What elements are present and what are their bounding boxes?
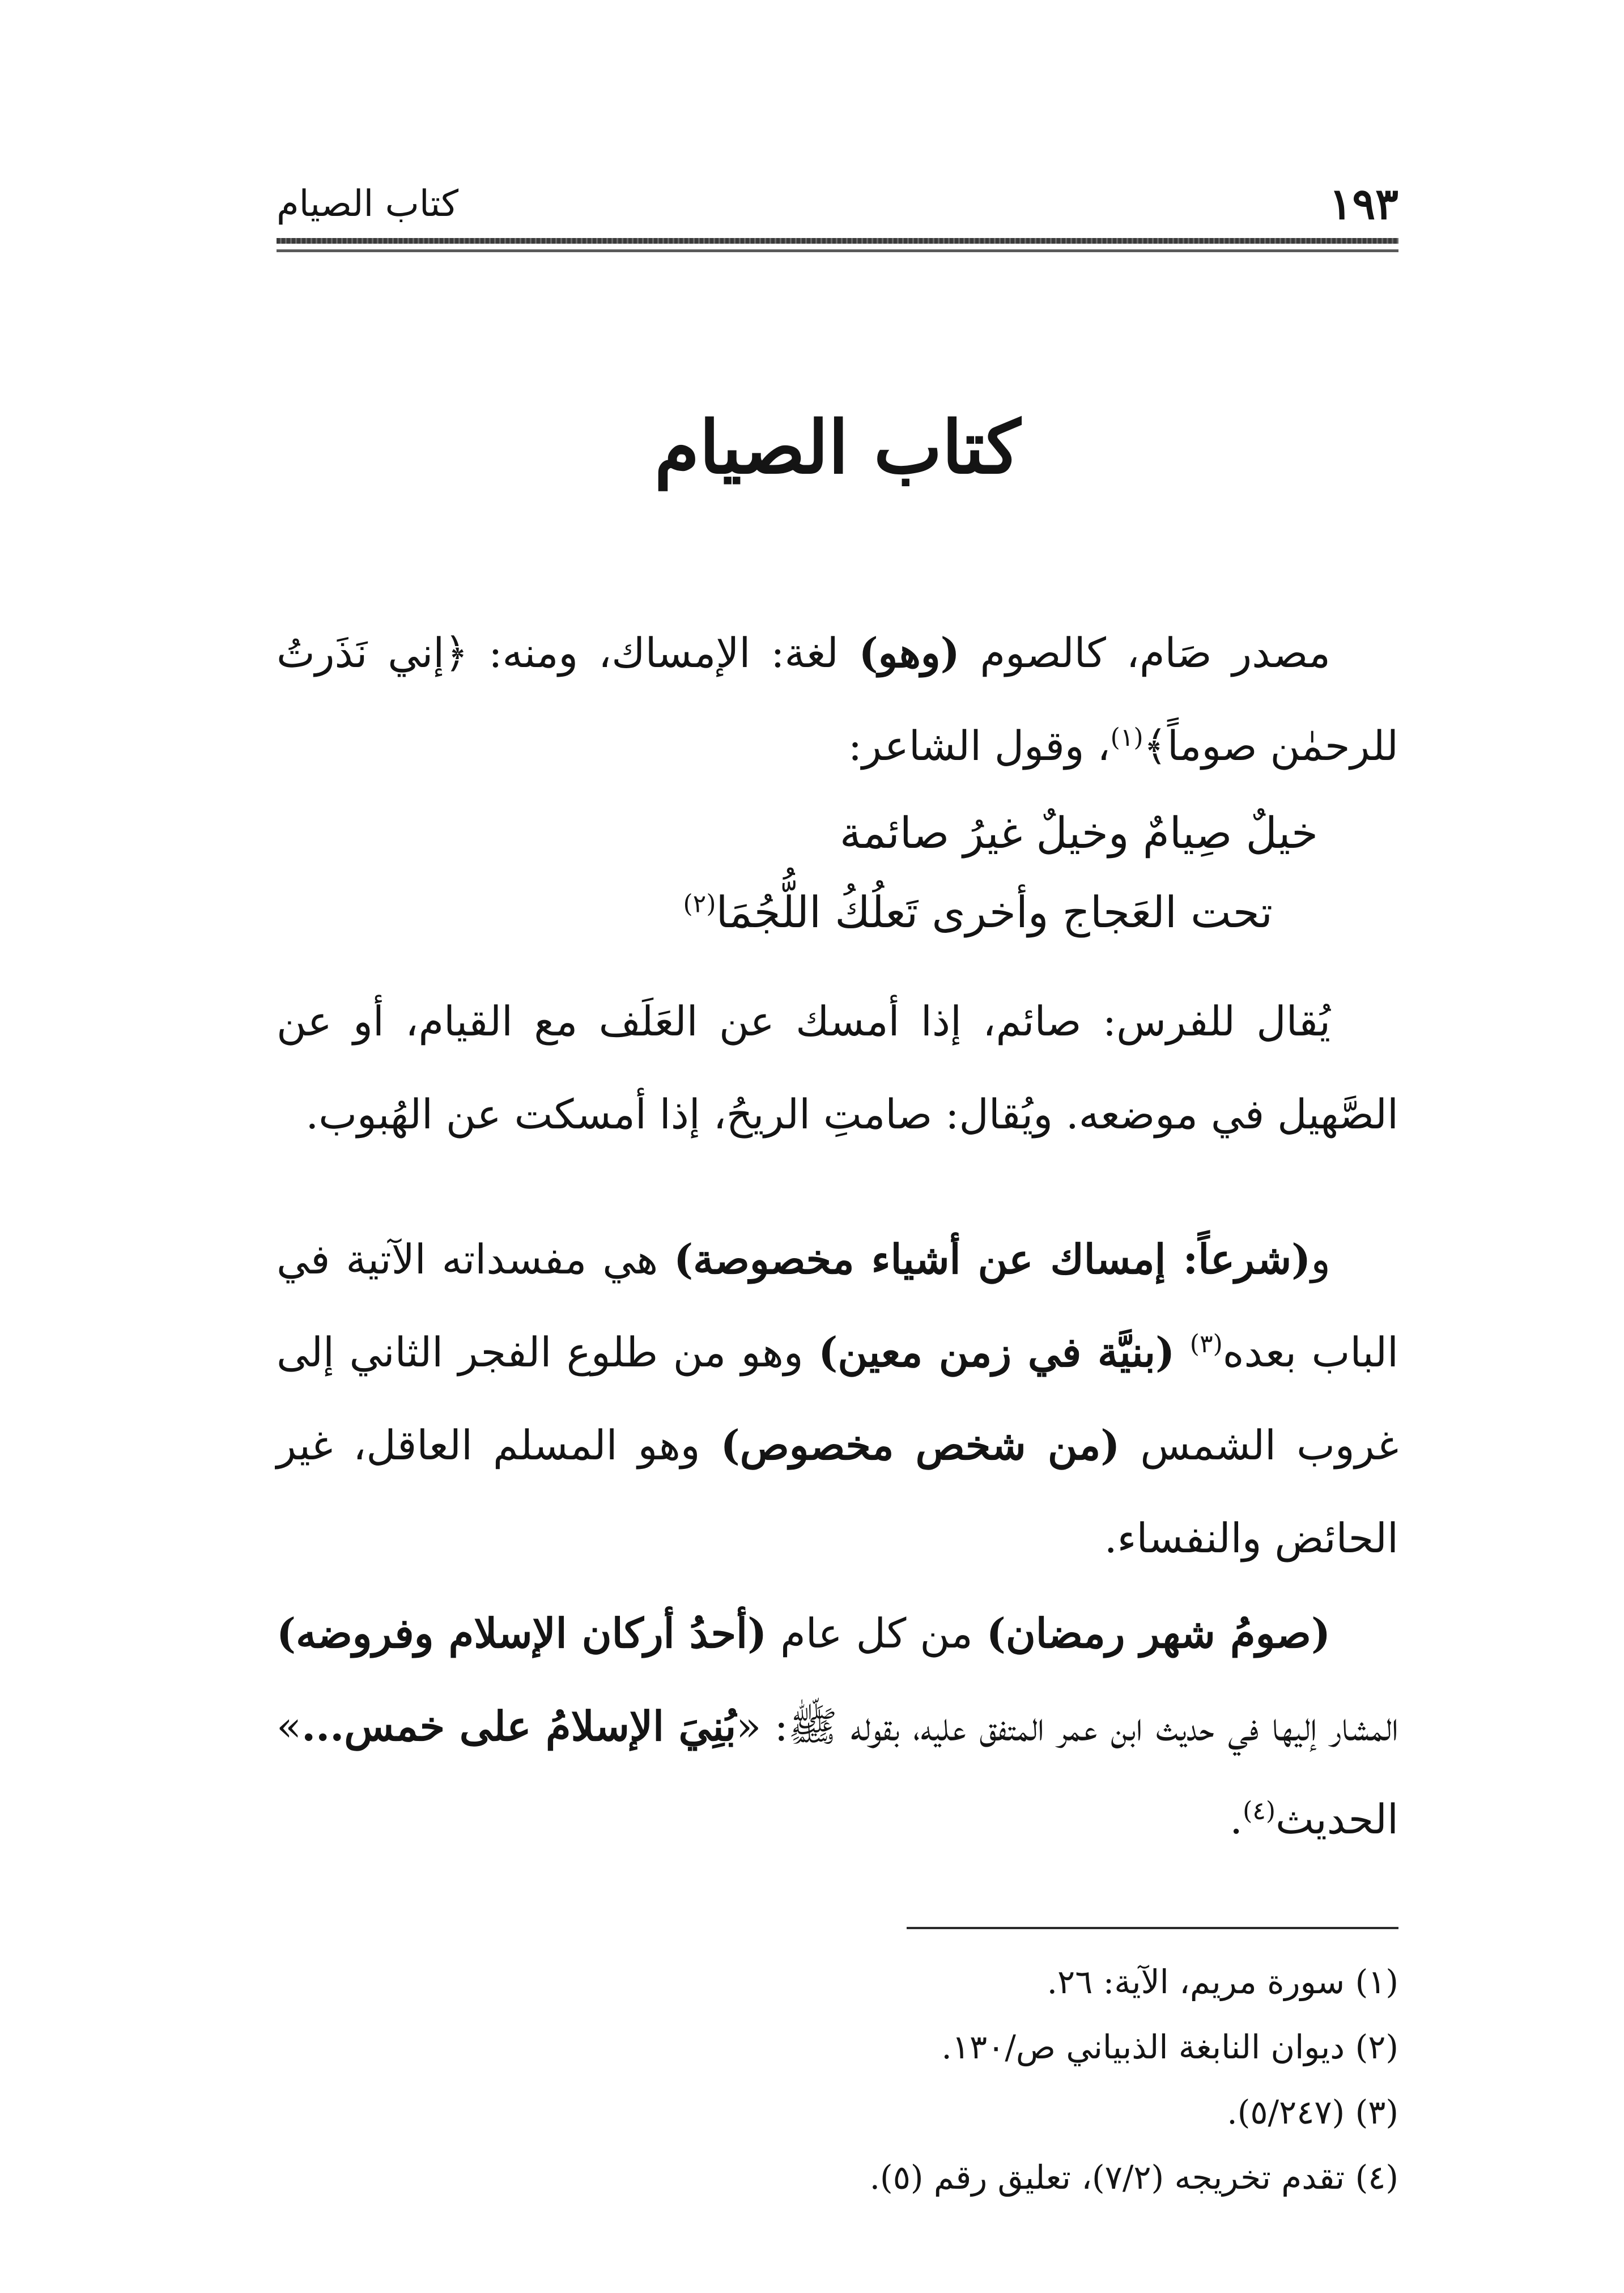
footnote-3: (٣) (٥/٢٤٧).: [1227, 2093, 1398, 2131]
verse-line-1: خيلٌ صِيامٌ وخيلٌ غيرُ صائمة: [839, 808, 1318, 858]
footnote-ref-3: (٣): [1189, 1330, 1223, 1358]
text-run: .: [1230, 1795, 1243, 1843]
running-header: [277, 176, 1398, 244]
footnote-ref-4: (٤): [1243, 1797, 1276, 1825]
text-run: وهو المسلم العاقل، غير الحائض والنفساء.: [277, 1421, 1398, 1562]
text-run: المشار إليها في حديث ابن عمر المتفق عليه، بقوله ﷺ: «: [736, 1702, 1399, 1750]
footnote-ref-1: (١): [1110, 723, 1143, 752]
text-run: هي مفسداته الآتية في الباب بعده: [277, 1235, 1399, 1376]
text-run: يُقال للفرس: صائم، إذا أمسك عن العَلَف مع القيام، أو عن الصَّهيل في موضعه. ويُقال: صامتِ الريحُ، إذا أمسكت عن الهُبوب.: [277, 997, 1398, 1138]
footnote-4: (٤) تقدم تخريجه (٧/٢)، تعليق رقم (٥).: [869, 2158, 1398, 2197]
text-run: مصدر صَام، كالصوم: [959, 629, 1330, 677]
bold-term: (شرعاً: إمساك عن أشياء مخصوصة): [674, 1235, 1311, 1283]
bold-term: (وهو): [858, 629, 960, 677]
footnote-separator: [907, 1927, 1398, 1929]
footnote-ref-2: (٢): [683, 889, 716, 919]
paragraph-ramadan: [277, 1587, 1398, 1866]
verse-line-2-text: تحت العَجاج وأخرى تَعلُكُ اللُّجُمَا: [716, 887, 1273, 937]
verse-line-2: [683, 870, 1273, 955]
bold-hadith: بُنِيَ الإسلامُ على خمس...: [301, 1702, 737, 1750]
text-run: لغة: الإمساك، ومنه: ﴿إني نَذَرتُ للرحمٰن صوماً﴾: [277, 629, 1398, 770]
footnotes: [277, 1950, 1398, 2210]
header-chapter-title: كتاب الصيام: [277, 183, 459, 225]
text-run: و: [1311, 1235, 1330, 1283]
paragraph-horse-usage: [277, 975, 1398, 1161]
header-rule-thin: [277, 249, 1398, 252]
footnote-2: (٢) ديوان النابغة الذبياني ص/١٣٠.: [941, 2028, 1398, 2066]
text-run: » الحديث: [277, 1702, 1398, 1843]
page-number: ١٩٣: [1329, 179, 1398, 229]
bold-term: (بنيَّة في زمن معين): [818, 1328, 1175, 1376]
bold-term: (من شخص مخصوص): [720, 1421, 1120, 1469]
text-run: وهو من طلوع الفجر الثاني إلى غروب الشمس: [277, 1328, 1399, 1469]
text-run: من كل عام: [767, 1610, 987, 1657]
paragraph-definition-sharia: [277, 1213, 1398, 1585]
bold-term: (أحدُ أركان الإسلام وفروضه): [277, 1609, 767, 1657]
bold-term: (صومُ شهر رمضان): [986, 1609, 1331, 1657]
header-rule: [277, 238, 1398, 244]
paragraph-definition-language: [277, 606, 1398, 792]
text-run: ، وقول الشاعر:: [848, 722, 1111, 770]
chapter-heading: كتاب الصيام: [654, 405, 1021, 490]
text-run: [1175, 1328, 1190, 1376]
footnote-1: (١) سورة مريم، الآية: ٢٦.: [1047, 1963, 1398, 2001]
